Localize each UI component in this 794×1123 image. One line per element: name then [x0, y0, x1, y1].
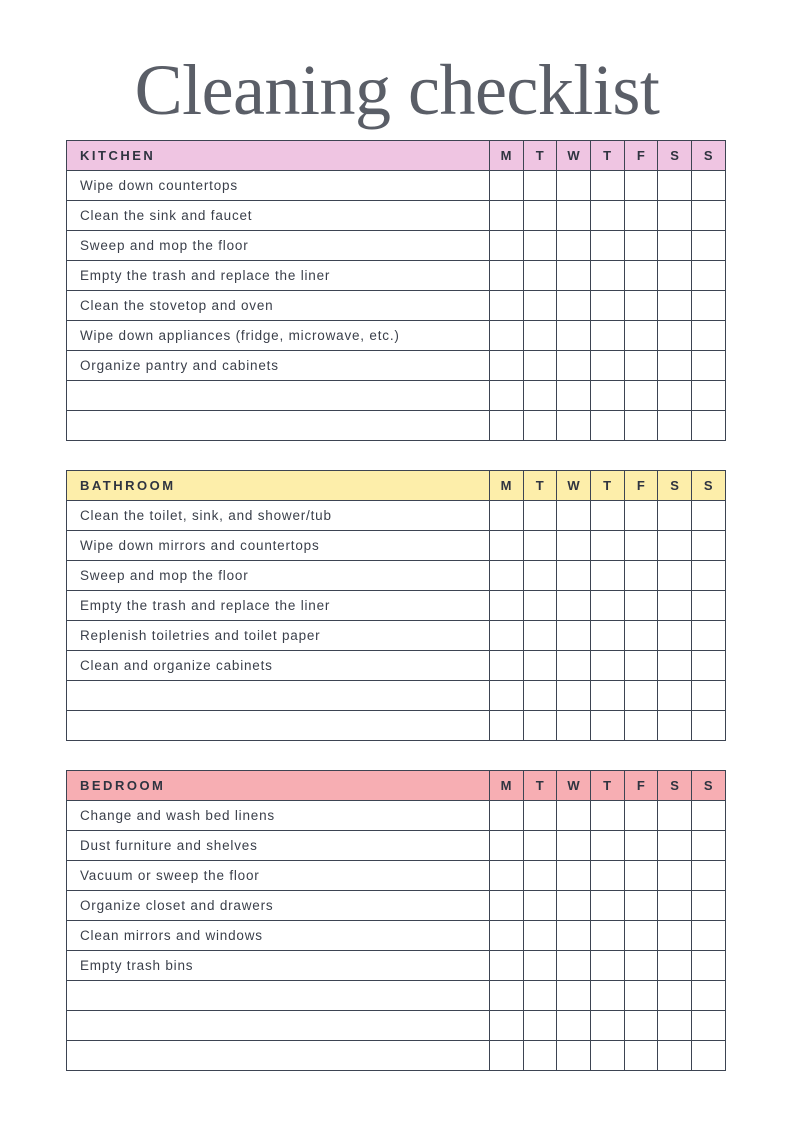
checkbox-cell[interactable]: [658, 231, 692, 261]
checkbox-cell[interactable]: [523, 681, 557, 711]
checkbox-cell[interactable]: [692, 1041, 726, 1071]
checkbox-cell[interactable]: [692, 591, 726, 621]
checkbox-cell[interactable]: [523, 861, 557, 891]
checkbox-cell[interactable]: [557, 951, 591, 981]
table-row: [67, 1011, 726, 1041]
checkbox-cell[interactable]: [591, 231, 625, 261]
checkbox-cell[interactable]: [624, 201, 658, 231]
checkbox-cell[interactable]: [591, 321, 625, 351]
bathroom-task-label: [67, 711, 490, 741]
checkbox-cell[interactable]: [591, 171, 625, 201]
checkbox-cell[interactable]: [624, 681, 658, 711]
kitchen-task-label: Sweep and mop the floor: [67, 231, 490, 261]
checkbox-cell[interactable]: [658, 1041, 692, 1071]
checkbox-cell[interactable]: [591, 861, 625, 891]
checkbox-cell[interactable]: [624, 921, 658, 951]
table-row: [67, 381, 726, 411]
checkbox-cell[interactable]: [624, 861, 658, 891]
checkbox-cell[interactable]: [591, 801, 625, 831]
kitchen-task-label: Empty the trash and replace the liner: [67, 261, 490, 291]
checkbox-cell[interactable]: [523, 591, 557, 621]
checkbox-cell[interactable]: [490, 831, 524, 861]
checkbox-cell[interactable]: [591, 1011, 625, 1041]
checkbox-cell[interactable]: [557, 261, 591, 291]
checkbox-cell[interactable]: [523, 981, 557, 1011]
checkbox-cell[interactable]: [692, 501, 726, 531]
checkbox-cell[interactable]: [591, 411, 625, 441]
checkbox-cell[interactable]: [591, 891, 625, 921]
checkbox-cell[interactable]: [624, 831, 658, 861]
checkbox-cell[interactable]: [692, 1011, 726, 1041]
checkbox-cell[interactable]: [490, 981, 524, 1011]
checkbox-cell[interactable]: [490, 351, 524, 381]
checkbox-cell[interactable]: [557, 1041, 591, 1071]
checkbox-cell[interactable]: [557, 411, 591, 441]
bathroom-task-label: Clean the toilet, sink, and shower/tub: [67, 501, 490, 531]
checkbox-cell[interactable]: [523, 381, 557, 411]
checkbox-cell[interactable]: [658, 201, 692, 231]
bedroom-task-label: Dust furniture and shelves: [67, 831, 490, 861]
kitchen-checklist-table: [66, 140, 726, 441]
checkbox-cell[interactable]: [658, 261, 692, 291]
checkbox-cell[interactable]: [557, 171, 591, 201]
kitchen-header-row: [67, 141, 726, 171]
bedroom-day-header: T: [591, 771, 625, 801]
checkbox-cell[interactable]: [490, 681, 524, 711]
checkbox-cell[interactable]: [692, 981, 726, 1011]
checkbox-cell[interactable]: [692, 261, 726, 291]
kitchen-day-header: W: [557, 141, 591, 171]
bedroom-task-label: Organize closet and drawers: [67, 891, 490, 921]
table-row: [67, 621, 726, 651]
checkbox-cell[interactable]: [557, 981, 591, 1011]
checkbox-cell[interactable]: [591, 531, 625, 561]
kitchen-day-header: T: [591, 141, 625, 171]
bathroom-task-label: Clean and organize cabinets: [67, 651, 490, 681]
table-row: [67, 951, 726, 981]
checkbox-cell[interactable]: [692, 711, 726, 741]
table-row: [67, 591, 726, 621]
checkbox-cell[interactable]: [658, 681, 692, 711]
checkbox-cell[interactable]: [490, 501, 524, 531]
kitchen-day-header: F: [624, 141, 658, 171]
table-row: [67, 171, 726, 201]
table-row: [67, 501, 726, 531]
checkbox-cell[interactable]: [557, 861, 591, 891]
checkbox-cell[interactable]: [557, 681, 591, 711]
checkbox-cell[interactable]: [658, 321, 692, 351]
checkbox-cell[interactable]: [692, 381, 726, 411]
bathroom-day-header: M: [490, 471, 524, 501]
checkbox-cell[interactable]: [523, 621, 557, 651]
checkbox-cell[interactable]: [490, 231, 524, 261]
checkbox-cell[interactable]: [557, 621, 591, 651]
checkbox-cell[interactable]: [523, 1041, 557, 1071]
bedroom-day-header: F: [624, 771, 658, 801]
checkbox-cell[interactable]: [557, 291, 591, 321]
table-row: [67, 291, 726, 321]
checkbox-cell[interactable]: [523, 291, 557, 321]
checkbox-cell[interactable]: [490, 921, 524, 951]
checkbox-cell[interactable]: [624, 501, 658, 531]
table-row: [67, 351, 726, 381]
bedroom-day-header: T: [523, 771, 557, 801]
checkbox-cell[interactable]: [523, 261, 557, 291]
checkbox-cell[interactable]: [490, 651, 524, 681]
checkbox-cell[interactable]: [591, 261, 625, 291]
checkbox-cell[interactable]: [557, 831, 591, 861]
bathroom-header-row: [67, 471, 726, 501]
bedroom-task-label: Empty trash bins: [67, 951, 490, 981]
checkbox-cell[interactable]: [557, 711, 591, 741]
checkbox-cell[interactable]: [557, 231, 591, 261]
kitchen-task-label: [67, 411, 490, 441]
checkbox-cell[interactable]: [692, 171, 726, 201]
checkbox-cell[interactable]: [523, 351, 557, 381]
checkbox-cell[interactable]: [591, 951, 625, 981]
checkbox-cell[interactable]: [490, 861, 524, 891]
checkbox-cell[interactable]: [692, 801, 726, 831]
checkbox-cell[interactable]: [692, 351, 726, 381]
checkbox-cell[interactable]: [658, 411, 692, 441]
checkbox-cell[interactable]: [523, 711, 557, 741]
checkbox-cell[interactable]: [658, 981, 692, 1011]
checkbox-cell[interactable]: [658, 531, 692, 561]
bedroom-header-row: [67, 771, 726, 801]
checkbox-cell[interactable]: [490, 381, 524, 411]
checkbox-cell[interactable]: [658, 351, 692, 381]
checkbox-cell[interactable]: [591, 651, 625, 681]
checkbox-cell[interactable]: [624, 1011, 658, 1041]
table-row: [67, 1041, 726, 1071]
table-row: [67, 711, 726, 741]
checkbox-cell[interactable]: [658, 801, 692, 831]
checkbox-cell[interactable]: [523, 321, 557, 351]
checkbox-cell[interactable]: [658, 501, 692, 531]
checkbox-cell[interactable]: [624, 351, 658, 381]
checkbox-cell[interactable]: [490, 1041, 524, 1071]
checkbox-cell[interactable]: [523, 231, 557, 261]
checkbox-cell[interactable]: [523, 411, 557, 441]
checkbox-cell[interactable]: [692, 951, 726, 981]
bathroom-day-header: S: [658, 471, 692, 501]
checkbox-cell[interactable]: [658, 291, 692, 321]
bathroom-task-label: Wipe down mirrors and countertops: [67, 531, 490, 561]
kitchen-day-header: T: [523, 141, 557, 171]
checkbox-cell[interactable]: [490, 561, 524, 591]
checkbox-cell[interactable]: [557, 201, 591, 231]
kitchen-task-label: Wipe down appliances (fridge, microwave, etc.): [67, 321, 490, 351]
checkbox-cell[interactable]: [557, 891, 591, 921]
checkbox-cell[interactable]: [557, 801, 591, 831]
checkbox-cell[interactable]: [658, 651, 692, 681]
checkbox-cell[interactable]: [557, 531, 591, 561]
checkbox-cell[interactable]: [624, 651, 658, 681]
kitchen-task-label: Clean the stovetop and oven: [67, 291, 490, 321]
table-row: [67, 321, 726, 351]
checkbox-cell[interactable]: [523, 951, 557, 981]
table-row: [67, 681, 726, 711]
checkbox-cell[interactable]: [658, 891, 692, 921]
bathroom-section-title: BATHROOM: [67, 471, 490, 501]
bedroom-day-header: S: [658, 771, 692, 801]
bedroom-checklist-table: [66, 770, 726, 1071]
checkbox-cell[interactable]: [490, 321, 524, 351]
checkbox-cell[interactable]: [591, 711, 625, 741]
kitchen-task-label: [67, 381, 490, 411]
checkbox-cell[interactable]: [523, 1011, 557, 1041]
checkbox-cell[interactable]: [557, 1011, 591, 1041]
kitchen-task-label: Organize pantry and cabinets: [67, 351, 490, 381]
checkbox-cell[interactable]: [658, 1011, 692, 1041]
checkbox-cell[interactable]: [523, 501, 557, 531]
checkbox-cell[interactable]: [591, 681, 625, 711]
checkbox-cell[interactable]: [658, 831, 692, 861]
checkbox-cell[interactable]: [557, 561, 591, 591]
kitchen-task-label: Clean the sink and faucet: [67, 201, 490, 231]
checkbox-cell[interactable]: [591, 501, 625, 531]
checkbox-cell[interactable]: [591, 831, 625, 861]
checkbox-cell[interactable]: [490, 621, 524, 651]
bathroom-task-label: [67, 681, 490, 711]
checkbox-cell[interactable]: [692, 231, 726, 261]
checkbox-cell[interactable]: [523, 801, 557, 831]
checkbox-cell[interactable]: [557, 381, 591, 411]
table-row: [67, 531, 726, 561]
checkbox-cell[interactable]: [591, 561, 625, 591]
checkbox-cell[interactable]: [557, 321, 591, 351]
checkbox-cell[interactable]: [490, 891, 524, 921]
checkbox-cell[interactable]: [523, 891, 557, 921]
bedroom-task-label: Vacuum or sweep the floor: [67, 861, 490, 891]
checkbox-cell[interactable]: [624, 1041, 658, 1071]
kitchen-day-header: S: [692, 141, 726, 171]
table-row: [67, 261, 726, 291]
checkbox-cell[interactable]: [692, 411, 726, 441]
checkbox-cell[interactable]: [490, 201, 524, 231]
bathroom-day-header: W: [557, 471, 591, 501]
checkbox-cell[interactable]: [658, 711, 692, 741]
checkbox-cell[interactable]: [658, 381, 692, 411]
page-title: Cleaning checklist: [134, 50, 660, 130]
checkbox-cell[interactable]: [490, 1011, 524, 1041]
checkbox-cell[interactable]: [692, 831, 726, 861]
checkbox-cell[interactable]: [624, 291, 658, 321]
bathroom-checklist-table: [66, 470, 726, 741]
bedroom-day-header: S: [692, 771, 726, 801]
checkbox-cell[interactable]: [658, 171, 692, 201]
checkbox-cell[interactable]: [692, 201, 726, 231]
checkbox-cell[interactable]: [557, 651, 591, 681]
bedroom-task-label: Change and wash bed linens: [67, 801, 490, 831]
bathroom-task-label: Sweep and mop the floor: [67, 561, 490, 591]
checkbox-cell[interactable]: [591, 381, 625, 411]
checkbox-cell[interactable]: [624, 981, 658, 1011]
checkbox-cell[interactable]: [624, 411, 658, 441]
bathroom-task-label: Replenish toiletries and toilet paper: [67, 621, 490, 651]
kitchen-day-header: M: [490, 141, 524, 171]
checkbox-cell[interactable]: [591, 621, 625, 651]
checkbox-cell[interactable]: [557, 501, 591, 531]
bedroom-day-header: W: [557, 771, 591, 801]
checkbox-cell[interactable]: [557, 351, 591, 381]
checkbox-cell[interactable]: [692, 321, 726, 351]
checkbox-cell[interactable]: [692, 681, 726, 711]
table-row: [67, 231, 726, 261]
checkbox-cell[interactable]: [490, 531, 524, 561]
table-row: [67, 831, 726, 861]
bedroom-task-label: [67, 1041, 490, 1071]
checkbox-cell[interactable]: [624, 801, 658, 831]
checkbox-cell[interactable]: [557, 921, 591, 951]
checkbox-cell[interactable]: [523, 171, 557, 201]
checkbox-cell[interactable]: [658, 921, 692, 951]
checkbox-cell[interactable]: [658, 861, 692, 891]
table-row: [67, 561, 726, 591]
bathroom-day-header: F: [624, 471, 658, 501]
checkbox-cell[interactable]: [523, 651, 557, 681]
bedroom-task-label: [67, 981, 490, 1011]
checkbox-cell[interactable]: [591, 981, 625, 1011]
checkbox-cell[interactable]: [658, 591, 692, 621]
checkbox-cell[interactable]: [692, 621, 726, 651]
checkbox-cell[interactable]: [557, 591, 591, 621]
bedroom-day-header: M: [490, 771, 524, 801]
checkbox-cell[interactable]: [624, 261, 658, 291]
checkbox-cell[interactable]: [490, 261, 524, 291]
checkbox-cell[interactable]: [523, 831, 557, 861]
bedroom-section-title: BEDROOM: [67, 771, 490, 801]
checkbox-cell[interactable]: [490, 951, 524, 981]
checkbox-cell[interactable]: [490, 171, 524, 201]
checkbox-cell[interactable]: [591, 921, 625, 951]
checkbox-cell[interactable]: [692, 891, 726, 921]
checkbox-cell[interactable]: [523, 531, 557, 561]
checkbox-cell[interactable]: [692, 651, 726, 681]
checkbox-cell[interactable]: [658, 621, 692, 651]
bedroom-task-label: [67, 1011, 490, 1041]
checkbox-cell[interactable]: [624, 591, 658, 621]
bathroom-day-header: T: [591, 471, 625, 501]
checkbox-cell[interactable]: [490, 411, 524, 441]
table-row: [67, 651, 726, 681]
checkbox-cell[interactable]: [591, 1041, 625, 1071]
table-row: [67, 921, 726, 951]
checkbox-cell[interactable]: [591, 201, 625, 231]
checkbox-cell[interactable]: [490, 801, 524, 831]
checkbox-cell[interactable]: [692, 531, 726, 561]
table-row: [67, 861, 726, 891]
checkbox-cell[interactable]: [692, 921, 726, 951]
checkbox-cell[interactable]: [523, 921, 557, 951]
table-row: [67, 981, 726, 1011]
bathroom-day-header: S: [692, 471, 726, 501]
checkbox-cell[interactable]: [624, 621, 658, 651]
checkbox-cell[interactable]: [490, 711, 524, 741]
checkbox-cell[interactable]: [624, 231, 658, 261]
checkbox-cell[interactable]: [624, 381, 658, 411]
bathroom-task-label: Empty the trash and replace the liner: [67, 591, 490, 621]
checkbox-cell[interactable]: [658, 951, 692, 981]
checkbox-cell[interactable]: [624, 321, 658, 351]
checkbox-cell[interactable]: [591, 291, 625, 321]
checkbox-cell[interactable]: [658, 561, 692, 591]
checkbox-cell[interactable]: [490, 291, 524, 321]
table-row: [67, 891, 726, 921]
checkbox-cell[interactable]: [591, 351, 625, 381]
table-row: [67, 801, 726, 831]
checkbox-cell[interactable]: [624, 171, 658, 201]
kitchen-task-label: Wipe down countertops: [67, 171, 490, 201]
checkbox-cell[interactable]: [591, 591, 625, 621]
bathroom-day-header: T: [523, 471, 557, 501]
checkbox-cell[interactable]: [624, 561, 658, 591]
checkbox-cell[interactable]: [692, 561, 726, 591]
checkbox-cell[interactable]: [624, 891, 658, 921]
checkbox-cell[interactable]: [523, 201, 557, 231]
table-row: [67, 411, 726, 441]
checkbox-cell[interactable]: [523, 561, 557, 591]
kitchen-day-header: S: [658, 141, 692, 171]
kitchen-section-title: KITCHEN: [67, 141, 490, 171]
checkbox-cell[interactable]: [692, 861, 726, 891]
checkbox-cell[interactable]: [624, 951, 658, 981]
table-row: [67, 201, 726, 231]
bedroom-task-label: Clean mirrors and windows: [67, 921, 490, 951]
checkbox-cell[interactable]: [692, 291, 726, 321]
checkbox-cell[interactable]: [490, 591, 524, 621]
checkbox-cell[interactable]: [624, 711, 658, 741]
checkbox-cell[interactable]: [624, 531, 658, 561]
